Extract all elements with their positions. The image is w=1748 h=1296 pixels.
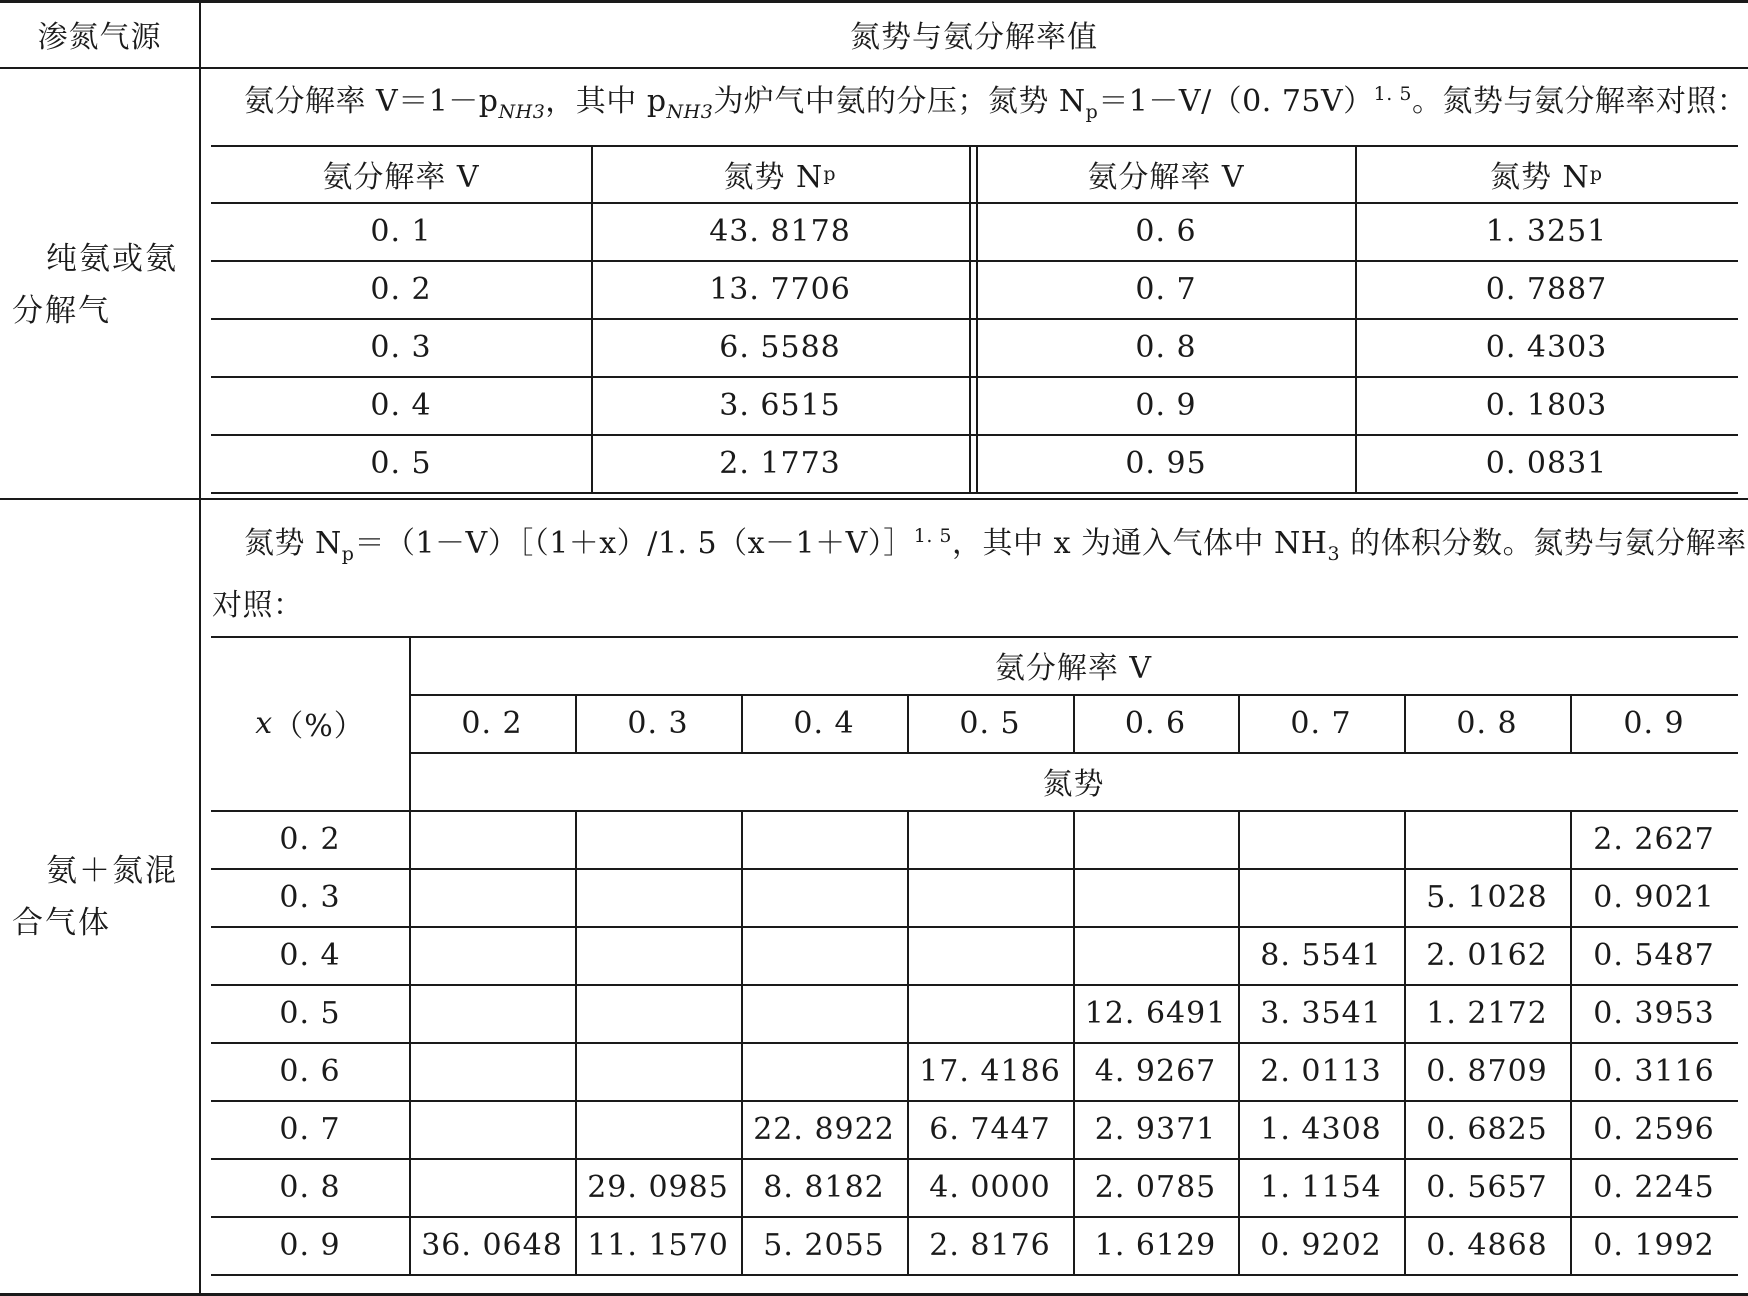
t1-column-header: 氮势 N p — [1490, 159, 1603, 195]
t2-cell — [907, 926, 1073, 984]
t2-v-value: 0. 6 — [1124, 705, 1187, 741]
section1-label — [12, 233, 197, 337]
t1-cell: 0. 6 — [1135, 213, 1197, 249]
t2-cell: 2. 9371 — [1094, 1111, 1217, 1147]
t1-cell: 0. 5 — [370, 445, 432, 481]
t1-cell: 0. 8 — [1135, 329, 1197, 365]
t1-column-header: 氨分解率 V — [322, 159, 480, 195]
t1-cell: 0. 4303 — [1485, 329, 1608, 365]
t2-cell — [741, 868, 907, 926]
section1-formula: 氨分解率 $V=1-p_{NH3}$，其中 $p_{NH3}$为炉气中氨的分压；氮势 $N_p=1-V/(0$. 75V）$^{1. 5}$。氮势与氨分解率对照： — [244, 83, 1748, 123]
t1-cell: 3. 6515 — [719, 387, 841, 423]
t1-cell: 1. 3251 — [1485, 213, 1608, 249]
t2-cell — [741, 1042, 907, 1100]
t2-cell: 4. 0000 — [929, 1169, 1051, 1205]
t1-hline — [211, 492, 1738, 494]
t2-v-value: 0. 2 — [461, 705, 523, 741]
t2-row-line — [211, 1274, 1738, 1276]
t2-cell: 11. 1570 — [587, 1227, 729, 1263]
section1-label-line1: 纯氨或氨 — [46, 241, 178, 277]
t2-cell — [1073, 868, 1238, 926]
section2-label-line1: 氨＋氮混 — [46, 853, 178, 889]
t1-column-header: 氮势 N p — [723, 159, 837, 195]
t1-cell: 2. 1773 — [719, 445, 841, 481]
t2-cell — [1073, 810, 1238, 868]
t2-cell — [907, 868, 1073, 926]
t2-x-value: 0. 9 — [279, 1227, 341, 1263]
t2-cell: 12. 6491 — [1084, 995, 1227, 1031]
t2-cell: 8. 5541 — [1260, 937, 1382, 973]
t2-cell: 1. 4308 — [1260, 1111, 1382, 1147]
t2-cell — [575, 810, 741, 868]
t2-v-value: 0. 9 — [1623, 705, 1685, 741]
t1-cell: 0. 2 — [370, 271, 432, 307]
t2-cell: 17. 4186 — [919, 1053, 1061, 1089]
t2-cell — [741, 926, 907, 984]
section2-formula-line1: 氮势 $N_p=(1-V)[(1+x)/1$. 5（x－1＋V）］$^{1. 5}$，其中 x 为通入气体中 $NH_3$ 的体积分数。氮势与氨分解率 — [244, 525, 1747, 565]
t2-cell: 0. 6825 — [1426, 1111, 1548, 1147]
header-bottom-border — [0, 67, 1748, 69]
section1-label-line2: 分解气 — [12, 293, 111, 329]
t2-cell: 0. 5657 — [1426, 1169, 1548, 1205]
t2-cell — [741, 984, 907, 1042]
t1-cell: 0. 1803 — [1485, 387, 1608, 423]
t2-cell — [409, 1042, 575, 1100]
t2-cell: 36. 0648 — [421, 1227, 563, 1263]
t2-sub-header: 氮势 — [1042, 767, 1105, 802]
t2-cell — [575, 984, 741, 1042]
t2-cell — [907, 810, 1073, 868]
t1-cell: 0. 7 — [1135, 271, 1197, 307]
t2-cell: 2. 2627 — [1593, 821, 1715, 857]
section2-label — [12, 845, 197, 949]
t1-cell: 0. 0831 — [1485, 445, 1608, 481]
t2-cell — [409, 1100, 575, 1158]
t2-cell: 1. 2172 — [1426, 995, 1548, 1031]
t1-cell: 6. 5588 — [719, 329, 841, 365]
t2-x-value: 0. 3 — [279, 879, 341, 915]
t2-row-header: x （%） — [255, 705, 365, 744]
t2-cell — [409, 984, 575, 1042]
t2-cell — [1404, 810, 1570, 868]
t2-v-value: 0. 5 — [959, 705, 1021, 741]
t2-cell: 3. 3541 — [1260, 995, 1382, 1031]
t1-cell: 0. 1 — [370, 213, 432, 249]
t1-cell: 0. 7887 — [1485, 271, 1608, 307]
t2-group-header: 氨分解率 V — [994, 651, 1153, 686]
t1-double-vline — [969, 145, 971, 492]
t2-cell: 0. 3953 — [1593, 995, 1715, 1031]
t2-x-value: 0. 8 — [279, 1169, 341, 1205]
t2-cell: 2. 0113 — [1260, 1053, 1382, 1089]
label-column-divider — [199, 0, 201, 1296]
section2-formula-line2: 对照： — [212, 588, 304, 623]
section2-label-line2: 合气体 — [12, 905, 111, 941]
section-divider — [0, 498, 1748, 500]
t2-x-value: 0. 2 — [279, 821, 341, 857]
t2-cell: 0. 8709 — [1426, 1053, 1548, 1089]
t2-v-value: 0. 4 — [793, 705, 855, 741]
t2-v-value: 0. 7 — [1290, 705, 1352, 741]
t1-cell: 0. 95 — [1125, 445, 1207, 481]
t2-cell: 22. 8922 — [753, 1111, 895, 1147]
t1-column-header: 氨分解率 V — [1087, 159, 1245, 195]
t1-cell: 0. 4 — [370, 387, 432, 423]
t2-cell: 1. 6129 — [1094, 1227, 1217, 1263]
t2-cell: 4. 9267 — [1094, 1053, 1217, 1089]
t2-x-value: 0. 4 — [279, 937, 341, 973]
t2-cell — [575, 1042, 741, 1100]
t2-cell — [409, 810, 575, 868]
t2-cell: 6. 7447 — [929, 1111, 1051, 1147]
t2-cell — [575, 868, 741, 926]
t2-cell: 0. 2245 — [1593, 1169, 1715, 1205]
t2-x-value: 0. 5 — [279, 995, 341, 1031]
header-values-title: 氮势与氨分解率值 — [850, 19, 1098, 55]
t2-cell: 29. 0985 — [587, 1169, 729, 1205]
t2-cell — [575, 1100, 741, 1158]
t2-cell: 5. 1028 — [1426, 879, 1548, 915]
t2-cell: 2. 8176 — [929, 1227, 1051, 1263]
t2-cell — [1238, 810, 1404, 868]
t2-v-value: 0. 8 — [1456, 705, 1518, 741]
t2-cell: 2. 0785 — [1094, 1169, 1217, 1205]
t2-x-value: 0. 6 — [279, 1053, 341, 1089]
t2-cell: 0. 9202 — [1260, 1227, 1382, 1263]
t2-cell: 1. 1154 — [1260, 1169, 1382, 1205]
t2-cell — [1238, 868, 1404, 926]
t2-cell: 0. 4868 — [1426, 1227, 1548, 1263]
t1-cell: 43. 8178 — [709, 213, 851, 249]
t2-x-value: 0. 7 — [279, 1111, 341, 1147]
t1-cell: 13. 7706 — [709, 271, 851, 307]
t2-cell — [409, 868, 575, 926]
t2-cell — [1073, 926, 1238, 984]
t2-cell — [409, 926, 575, 984]
t2-cell: 0. 5487 — [1593, 937, 1715, 973]
t2-cell — [741, 810, 907, 868]
t2-cell: 0. 9021 — [1593, 879, 1715, 915]
t1-cell: 0. 9 — [1135, 387, 1197, 423]
t2-cell: 8. 8182 — [763, 1169, 885, 1205]
t2-cell: 2. 0162 — [1426, 937, 1548, 973]
t2-cell — [907, 984, 1073, 1042]
t2-cell: 0. 3116 — [1593, 1053, 1715, 1089]
t2-cell: 5. 2055 — [763, 1227, 885, 1263]
t2-cell: 0. 1992 — [1593, 1227, 1715, 1263]
t2-v-value: 0. 3 — [627, 705, 689, 741]
t2-cell — [575, 926, 741, 984]
t2-cell — [409, 1158, 575, 1216]
header-gas-source: 渗氮气源 — [37, 19, 162, 55]
t2-cell: 0. 2596 — [1593, 1111, 1715, 1147]
t1-cell: 0. 3 — [370, 329, 432, 365]
